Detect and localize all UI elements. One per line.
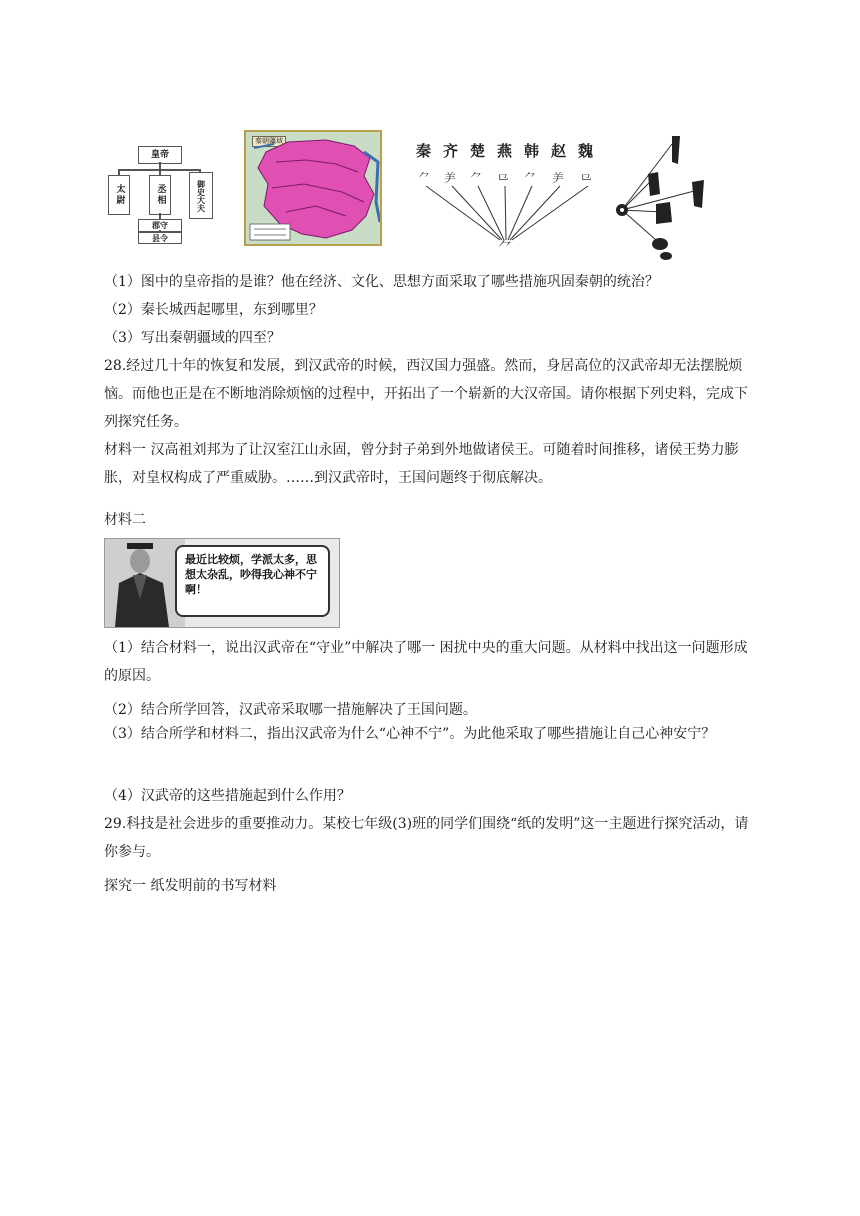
qin-government-chart <box>104 144 216 242</box>
question-27-2: （2）秦长城西起哪里，东到哪里？ <box>104 302 323 318</box>
svg-text:⺈: ⺈ <box>498 240 512 256</box>
chart-box-yushidafu: 御史大夫 <box>189 172 213 219</box>
script-char-yan: 燕 <box>497 142 513 160</box>
currency-drawing <box>612 130 712 260</box>
question-28-4: （4）汉武帝的这些措施起到什么作用？ <box>104 788 351 804</box>
chart-box-junshou: 郡守 <box>138 219 182 232</box>
map-drawing <box>246 132 380 244</box>
chart-box-taiwei: 太尉 <box>108 175 130 215</box>
chart-box-emperor: 皇帝 <box>138 146 182 164</box>
qin-territory-map <box>244 130 382 246</box>
svg-text:⺋: ⺋ <box>580 171 593 185</box>
script-char-han: 韩 <box>524 142 540 160</box>
script-char-chu: 楚 <box>470 142 486 160</box>
svg-text:⺋: ⺋ <box>497 171 510 185</box>
emperor-figure <box>105 539 185 627</box>
svg-text:⺈: ⺈ <box>470 171 483 185</box>
script-char-qin: 秦 <box>416 142 432 160</box>
script-char-wei: 魏 <box>578 142 594 160</box>
question-29-intro: 29.科技是社会进步的重要推动力。某校七年级(3)班的同学们围绕“纸的发明”这一主题进行探究活动，请你参与。 <box>104 816 749 860</box>
question-27-1: （1）图中的皇帝指的是谁？他在经济、文化、思想方面采取了哪些措施巩固秦朝的统治？ <box>104 274 659 290</box>
svg-text:⺈: ⺈ <box>418 171 431 185</box>
chart-box-chengxiang: 丞相 <box>149 175 171 215</box>
question-28-intro: 28.经过几十年的恢复和发展，到汉武帝的时候，西汉国力强盛。然而，身居高位的汉武帝却无法摆脱烦恼。而他也正是在不断地消除烦恼的过程中，开拓出了一个崭新的大汉帝国。请你根据下列史料，完成下列探究任务。 <box>104 358 748 430</box>
emperor-wu-portrait <box>104 538 340 628</box>
svg-text:⺶: ⺶ <box>552 171 565 185</box>
currency-unification-figure <box>612 130 712 260</box>
question-28-3: （3）结合所学和材料二，指出汉武帝为什么“心神不宁”。为此他采取了哪些措施让自己心神安宁？ <box>104 726 716 742</box>
speech-bubble: 最近比较烦，学派太多，思想太杂乱，吵得我心神不宁啊！ <box>175 545 330 617</box>
question-27-3: （3）写出秦朝疆域的四至？ <box>104 330 281 346</box>
script-char-zhao: 赵 <box>551 142 567 160</box>
question-29-explore-1: 探究一 纸发明前的书写材料 <box>104 878 277 894</box>
svg-text:⺈: ⺈ <box>524 171 537 185</box>
question-28-material-2-label: 材料二 <box>104 512 146 528</box>
map-title: 秦朝疆域 <box>252 136 286 147</box>
scripts-unification-figure <box>412 140 608 258</box>
chart-box-xianling: 县令 <box>138 232 182 244</box>
svg-text:⺶: ⺶ <box>444 171 457 185</box>
question-28-2: （2）结合所学回答，汉武帝采取哪一措施解决了王国问题。 <box>104 702 477 718</box>
question-28-1: （1）结合材料一，说出汉武帝在“守业”中解决了哪一 困扰中央的重大问题。从材料中找出这一问题形成的原因。 <box>104 640 748 684</box>
question-28-material-1: 材料一 汉高祖刘邦为了让汉室江山永固，曾分封子弟到外地做诸侯王。可随着时间推移，诸侯王势力膨胀，对皇权构成了严重威胁。……到汉武帝时，王国问题终于彻底解决。 <box>104 442 739 486</box>
chart-connector <box>159 162 161 169</box>
script-char-qi: 齐 <box>443 142 459 160</box>
